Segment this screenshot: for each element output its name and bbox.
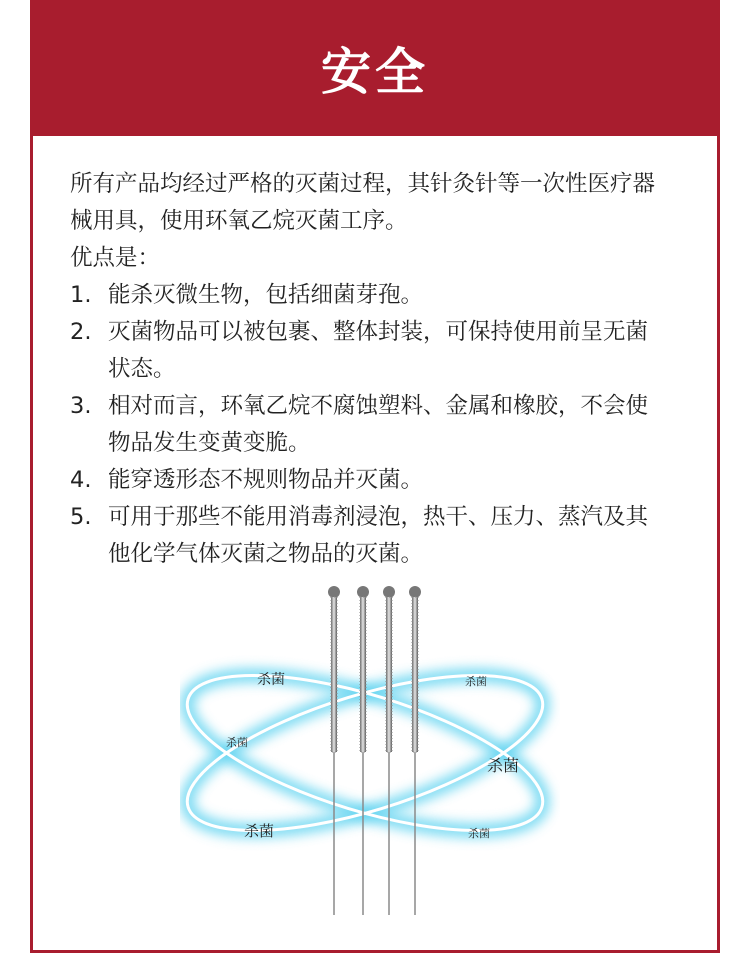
advantages-label: 优点是：	[70, 245, 161, 271]
sterilize-label: 杀菌	[468, 827, 490, 840]
needles-rings-graphic	[180, 575, 560, 920]
list-item-text: 可用于那些不能用消毒剂浸泡，热干、压力、蒸汽及其他化学气体灭菌之物品的灭菌。	[108, 504, 649, 567]
list-item-text: 能穿透形态不规则物品并灭菌。	[108, 467, 424, 493]
page-title: 安全	[321, 43, 429, 101]
content-body	[70, 166, 670, 573]
sterilize-label: 杀菌	[257, 672, 285, 688]
list-item-number: 4.	[70, 467, 92, 493]
sterilize-label: 杀菌	[244, 822, 275, 840]
header-banner	[30, 0, 720, 136]
intro-paragraph: 所有产品均经过严格的灭菌过程，其针灸针等一次性医疗器械用具，使用环氧乙烷灭菌工序。	[70, 171, 656, 234]
needle	[357, 586, 369, 915]
list-item	[70, 314, 670, 388]
needle	[383, 586, 395, 915]
list-item-number: 2.	[70, 319, 92, 345]
glow-ring-back	[180, 643, 559, 862]
needle	[328, 586, 340, 915]
list-item-number: 5.	[70, 504, 92, 530]
list-item	[70, 499, 670, 573]
acupuncture-needles	[328, 586, 421, 915]
list-item-text: 能杀灭微生物，包括细菌芽孢。	[108, 282, 424, 308]
list-item-text: 灭菌物品可以被包裹、整体封装，可保持使用前呈无菌状态。	[108, 319, 649, 382]
list-item	[70, 462, 670, 499]
sterilization-illustration	[180, 575, 560, 920]
sterilize-label: 杀菌	[465, 675, 487, 688]
needle	[409, 586, 421, 915]
sterilize-label: 杀菌	[226, 736, 248, 749]
list-item-number: 1.	[70, 282, 92, 308]
sterilize-label: 杀菌	[487, 756, 520, 775]
list-item-number: 3.	[70, 393, 92, 419]
list-item	[70, 277, 670, 314]
list-item-text: 相对而言，环氧乙烷不腐蚀塑料、金属和橡胶，不会使物品发生变黄变脆。	[108, 393, 649, 456]
list-item	[70, 388, 670, 462]
